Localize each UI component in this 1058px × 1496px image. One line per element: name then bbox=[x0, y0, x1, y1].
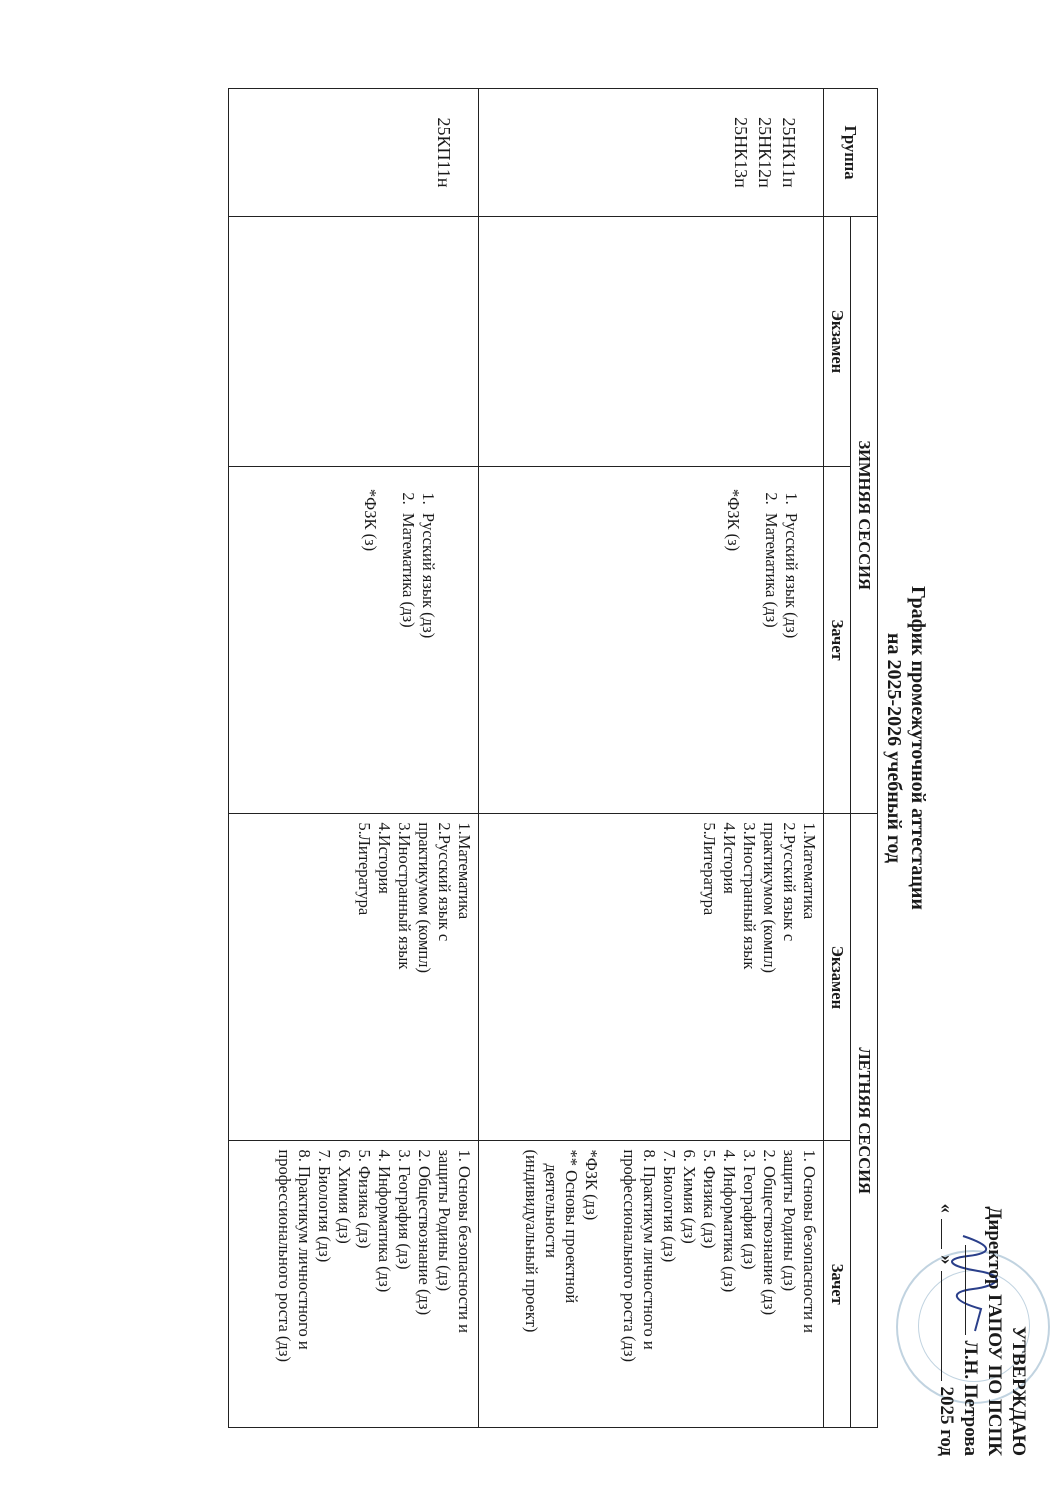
summer-exam-cell: 1.Математика 2.Русский язык с практикумом (компл) 3.Иностранный язык 4.История 5.Литература bbox=[229, 814, 479, 1141]
summer-credit-cell: 1. Основы безопасности и защиты Родины (дз) 2. Обществознание (дз) 3. География (дз) 4. Информатика (дз) 5. Физика (дз) 6. Химия (дз) 7. Биология (дз) 8. Практикум личностного и профессионального роста (дз) *ФЗК (дз) ** Основы проектной деятельности (индивидуальный проект) bbox=[479, 1141, 824, 1428]
attestation-table bbox=[228, 88, 878, 1428]
approval-date: «»2025 год bbox=[936, 1203, 957, 1456]
header-summer-session: ЛЕТНЯЯ СЕССИЯ bbox=[851, 814, 878, 1428]
header-row-1 bbox=[851, 89, 878, 1428]
approval-heading: УТВЕРЖДАЮ bbox=[1008, 1326, 1029, 1456]
header-winter-session: ЗИМНЯЯ СЕССИЯ bbox=[851, 217, 878, 814]
table-row bbox=[229, 89, 479, 1428]
header-winter-exam: Экзамен bbox=[824, 217, 851, 467]
title-line-2: на 2025-2026 учебный год bbox=[883, 632, 905, 864]
header-summer-credit: Зачет bbox=[824, 1141, 851, 1428]
winter-exam-cell bbox=[479, 217, 824, 467]
document-title bbox=[882, 0, 930, 1496]
winter-credit-cell: 1. Русский язык (дз) 2. Математика (дз) *ФЗК (з) bbox=[479, 466, 824, 813]
winter-exam-cell bbox=[229, 217, 479, 467]
header-group: Группа bbox=[824, 89, 878, 217]
summer-credit-cell: 1. Основы безопасности и защиты Родины (дз) 2. Обществознание (дз) 3. География (дз) 4. Информатика (дз) 5. Физика (дз) 6. Химия (дз) 7. Биология (дз) 8. Практикум личностного и профессионального роста (дз) bbox=[229, 1141, 479, 1428]
header-row-2 bbox=[824, 89, 851, 1428]
table-row bbox=[479, 89, 824, 1428]
approval-name: Л.Н. Петрова bbox=[960, 1340, 981, 1456]
approval-block bbox=[934, 1156, 1030, 1456]
winter-credit-cell: 1. Русский язык (дз) 2. Математика (дз) *ФЗК (з) bbox=[229, 466, 479, 813]
approval-position: Директор ГАПОУ ПО ПСПК bbox=[984, 1206, 1005, 1456]
group-cell: 25НК11п 25НК12п 25НК13п bbox=[479, 89, 824, 217]
signature-line bbox=[965, 1245, 966, 1335]
summer-exam-cell: 1.Математика 2.Русский язык с практикумом (компл) 3.Иностранный язык 4.История 5.Литература bbox=[479, 814, 824, 1141]
title-line-1: График промежуточной аттестации bbox=[907, 586, 929, 910]
group-cell: 25КП11н bbox=[229, 89, 479, 217]
header-winter-credit: Зачет bbox=[824, 466, 851, 813]
header-summer-exam: Экзамен bbox=[824, 814, 851, 1141]
